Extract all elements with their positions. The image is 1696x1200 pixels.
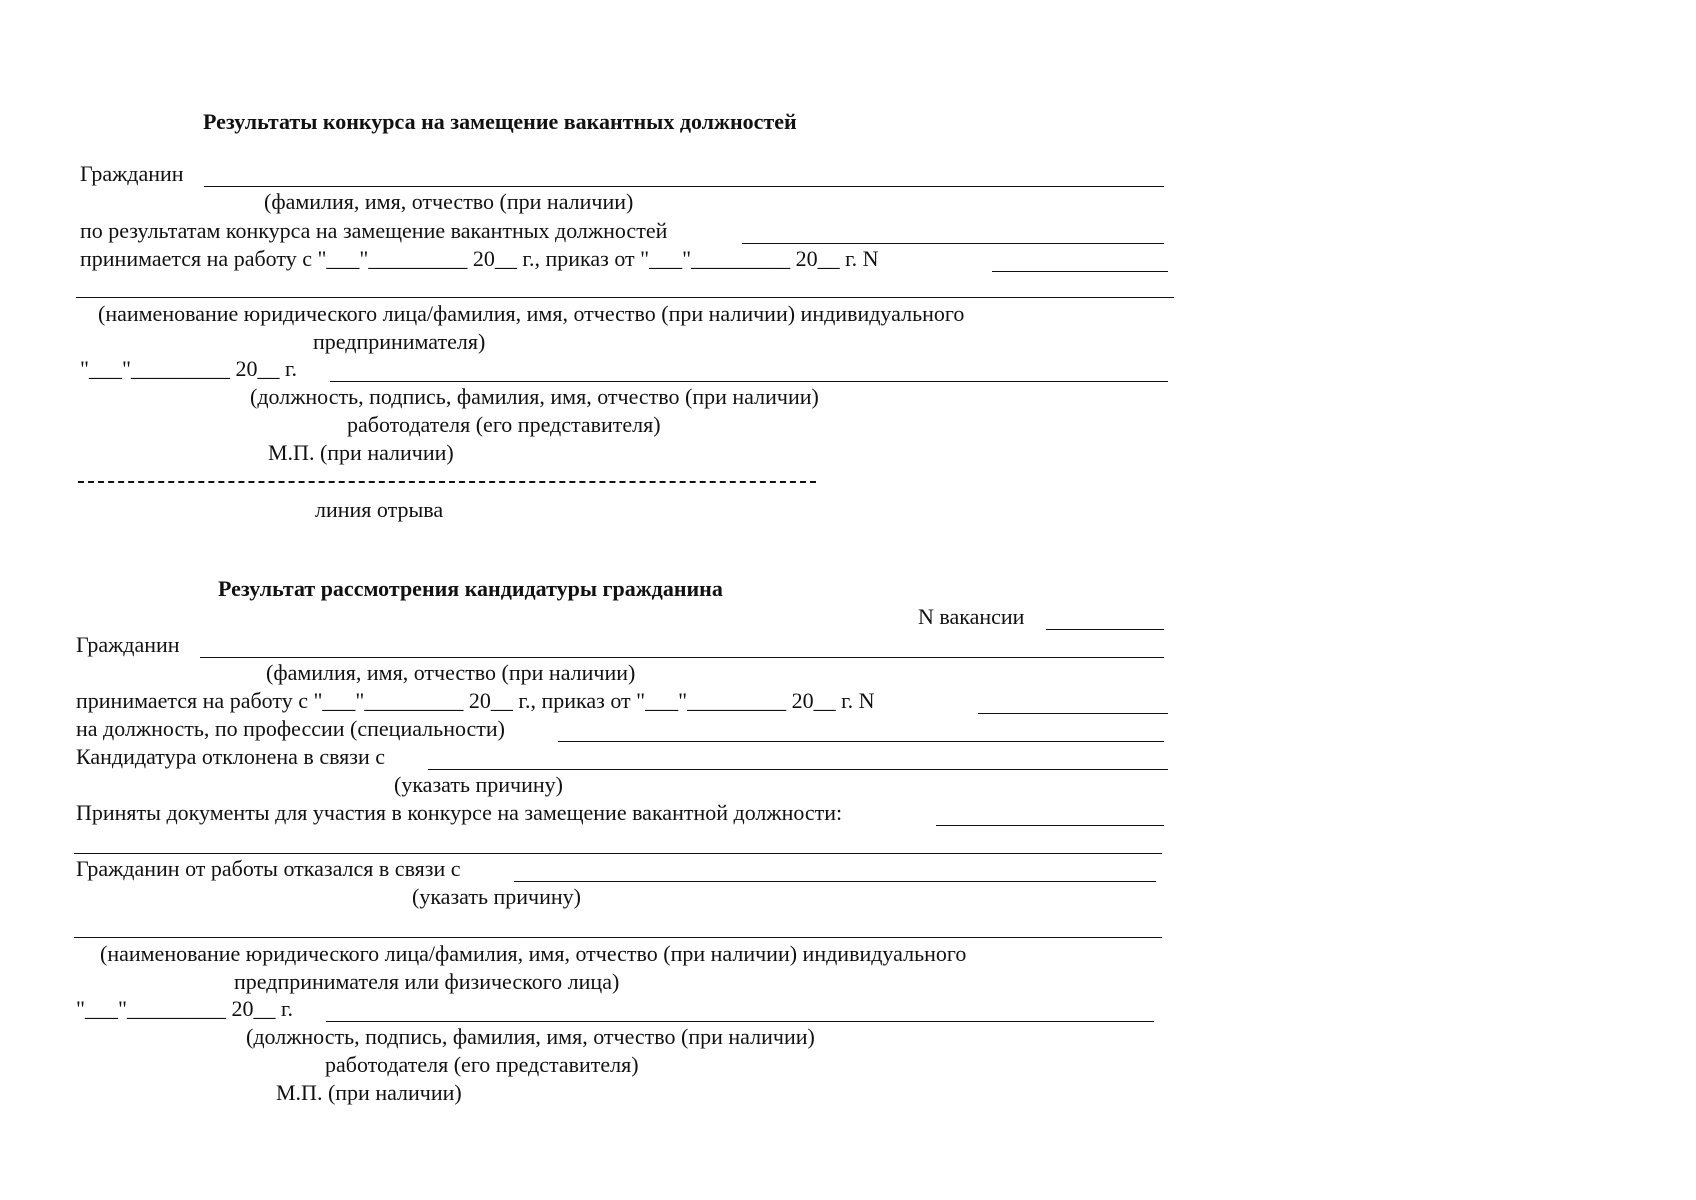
signature-caption-2: работодателя (его представителя) xyxy=(347,412,661,437)
organization-field[interactable] xyxy=(76,297,1174,298)
organization-caption: (наименование юридического лица/фамилия, имя, отчество (при наличии) индивидуального xyxy=(98,301,965,326)
citizen-label-2: Гражданин xyxy=(76,632,180,657)
position-line: на должность, по профессии (специальности) xyxy=(76,716,505,741)
signature-field[interactable] xyxy=(330,381,1168,382)
section2-title: Результат рассмотрения кандидатуры гражданина xyxy=(218,576,723,601)
hire-line-2: принимается на работу с "___"_________ 20__ г., приказ от "___"_________ 20__ г. N xyxy=(76,688,875,713)
order-number-field[interactable] xyxy=(992,271,1168,272)
citizen-label: Гражданин xyxy=(80,161,184,186)
organization-caption-2: предпринимателя) xyxy=(313,329,486,354)
rejected-line: Кандидатура отклонена в связи с xyxy=(76,744,386,769)
rejection-reason-field[interactable] xyxy=(428,769,1168,770)
hire-line: принимается на работу с "___"_________ 20__ г., приказ от "___"_________ 20__ г. N xyxy=(80,246,879,271)
signature-field-2[interactable] xyxy=(326,1021,1154,1022)
signature-caption: (должность, подпись, фамилия, имя, отчество (при наличии) xyxy=(250,384,819,409)
organization-caption-4: предпринимателя или физического лица) xyxy=(234,969,620,994)
documents-field-continued[interactable] xyxy=(74,853,1162,854)
stamp-note: М.П. (при наличии) xyxy=(268,440,454,465)
signature-caption-3: (должность, подпись, фамилия, имя, отчество (при наличии) xyxy=(246,1024,815,1049)
signature-caption-4: работодателя (его представителя) xyxy=(325,1052,639,1077)
citizen-caption: (фамилия, имя, отчество (при наличии) xyxy=(264,189,634,214)
stamp-note-2: М.П. (при наличии) xyxy=(276,1080,462,1105)
refused-line: Гражданин от работы отказался в связи с xyxy=(76,856,461,881)
position-field[interactable] xyxy=(558,741,1164,742)
documents-line: Приняты документы для участия в конкурсе на замещение вакантной должности: xyxy=(76,800,843,825)
contest-position-field[interactable] xyxy=(742,243,1164,244)
organization-field-2[interactable] xyxy=(74,937,1162,938)
rejection-reason-caption: (указать причину) xyxy=(394,772,563,797)
signature-date: "___"_________ 20__ г. xyxy=(80,356,298,381)
organization-caption-3: (наименование юридического лица/фамилия, имя, отчество (при наличии) индивидуального xyxy=(100,941,967,966)
citizen-name-field-2[interactable] xyxy=(200,657,1164,658)
order-number-field-2[interactable] xyxy=(978,713,1168,714)
citizen-caption-2: (фамилия, имя, отчество (при наличии) xyxy=(266,660,636,685)
refusal-reason-field[interactable] xyxy=(514,881,1156,882)
documents-field[interactable] xyxy=(936,825,1164,826)
tear-line-label: линия отрыва xyxy=(315,497,444,522)
refusal-reason-caption: (указать причину) xyxy=(412,884,581,909)
contest-line: по результатам конкурса на замещение вакантных должностей xyxy=(80,218,668,243)
vacancy-label: N вакансии xyxy=(918,604,1025,629)
section1-title: Результаты конкурса на замещение вакантных должностей xyxy=(203,109,797,134)
signature-date-2: "___"_________ 20__ г. xyxy=(76,996,294,1021)
citizen-name-field[interactable] xyxy=(204,186,1164,187)
tear-line xyxy=(78,481,816,483)
vacancy-number-field[interactable] xyxy=(1046,629,1164,630)
